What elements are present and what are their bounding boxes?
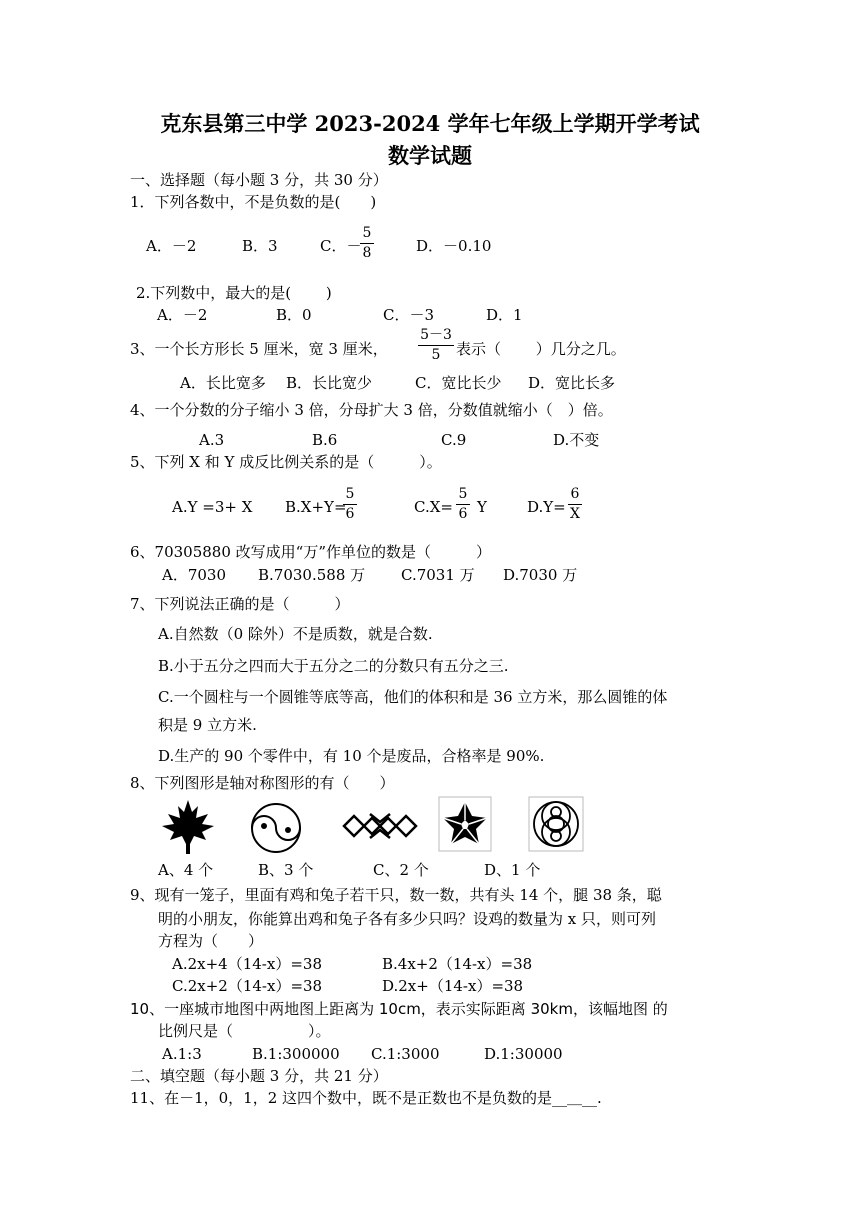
question-7-option-d: D.生产的 90 个零件中，有 10 个是废品，合格率是 90%. [158,747,545,765]
fraction-denominator: 6 [345,506,355,522]
exam-subtitle: 数学试题 [388,143,472,168]
question-8-option-c: C、2 个 [373,861,429,879]
question-3-option-d: D．宽比长多 [528,374,616,392]
fraction-bar [568,504,582,505]
star-flower-figure [438,796,492,852]
question-3-option-c: C．宽比长少 [415,374,502,392]
question-10-line1: 10、一座城市地图中两地图上距离为 10cm，表示实际距离 30km，该幅地图 的 [130,1000,668,1018]
fraction-bar [360,243,374,244]
fraction-numerator: 6 [570,486,580,502]
question-7-option-c-line1: C.一个圆柱与一个圆锥等底等高，他们的体积和是 36 立方米，那么圆锥的体 [158,688,668,706]
question-6-option-c: C.7031 万 [401,566,475,584]
question-5-option-d-fraction [568,486,582,523]
question-6-option-a: A．7030 [162,566,227,584]
question-9-line2: 明的小朋友，你能算出鸡和兔子各有多少只吗？设鸡的数量为 x 只，则可列 [158,910,656,928]
question-3-option-a: A．长比宽多 [180,374,266,392]
fraction-numerator: 5 [458,486,468,502]
knot-pattern-figure [340,808,420,844]
question-4-stem: 4、一个分数的分子缩小 3 倍，分母扩大 3 倍，分数值就缩小（ ）倍。 [130,401,613,419]
question-2-option-b: B．0 [276,306,312,324]
question-7-option-b: B.小于五分之四而大于五分之二的分数只有五分之三. [158,657,509,675]
fraction-numerator: 5－3 [420,327,452,343]
yin-yang-figure [248,800,304,856]
question-2-option-a: A．－2 [157,306,208,324]
question-4-option-a: A.3 [199,431,225,449]
question-8-option-a: A、4 个 [158,861,214,879]
question-10-option-b: B.1:300000 [252,1045,340,1063]
section-heading-choice: 一、选择题（每小题 3 分，共 30 分） [130,171,388,189]
question-10-option-d: D.1:30000 [484,1045,563,1063]
question-5-option-a: A.Y =3+ X [172,498,253,516]
concentric-circles-figure [528,796,584,852]
question-1-option-d: D．－0.10 [416,237,492,255]
question-3-option-b: B．长比宽少 [286,374,373,392]
question-3-fraction [418,327,454,364]
question-5-option-c-suffix: Y [477,498,487,516]
fraction-denominator: 6 [458,506,468,522]
question-5-option-b-fraction [343,486,357,523]
question-9-option-a: A.2x+4（14-x）=38 [172,955,322,973]
question-9-line3: 方程为（ ） [158,932,264,950]
fraction-bar [343,504,357,505]
fraction-numerator: 5 [362,225,372,241]
fraction-denominator: 8 [362,245,372,261]
question-2-option-c: C．－3 [383,306,435,324]
maple-leaf-figure [160,798,216,858]
question-1-option-c-fraction [360,225,374,262]
question-9-line1: 9、现有一笼子，里面有鸡和兔子若干只，数一数，共有头 14 个，腿 38 条，聪 [130,886,662,904]
question-9-option-d: D.2x+（14-x）=38 [382,977,524,995]
question-6-stem: 6、70305880 改写成用“万”作单位的数是（ ） [130,543,491,561]
question-1-stem: 1．下列各数中，不是负数的是( ) [130,193,377,211]
question-6-option-b: B.7030.588 万 [258,566,366,584]
question-2-stem: 2.下列数中，最大的是( ) [136,284,332,302]
question-5-option-d-prefix: D.Y= [527,498,566,516]
question-1-option-c-prefix: C．－ [320,237,362,255]
question-1-option-a: A．－2 [146,237,197,255]
fraction-bar [418,345,454,346]
exam-title: 克东县第三中学 2023-2024 学年七年级上学期开学考试 [160,111,700,136]
question-5-option-b-prefix: B.X+Y= [285,498,347,516]
question-9-option-c: C.2x+2（14-x）=38 [172,977,323,995]
question-8-option-b: B、3 个 [258,861,314,879]
question-4-option-d: D.不变 [553,431,600,449]
question-4-option-c: C.9 [441,431,467,449]
question-6-option-d: D.7030 万 [503,566,578,584]
question-7-option-c-line2: 积是 9 立方米. [158,716,257,734]
question-4-option-b: B.6 [312,431,338,449]
question-1-option-b: B．3 [242,237,278,255]
question-3-stem-suffix: 表示（ ）几分之几。 [456,340,626,358]
question-5-option-c-fraction [456,486,470,523]
question-8-option-d: D、1 个 [484,861,541,879]
question-11-stem: 11、在－1，0，1，2 这四个数中，既不是正数也不是负数的是__＿__. [130,1089,602,1107]
fraction-numerator: 5 [345,486,355,502]
question-7-option-a: A.自然数（0 除外）不是质数，就是合数. [158,625,433,643]
question-7-stem: 7、下列说法正确的是（ ） [130,595,350,613]
question-2-option-d: D．1 [486,306,523,324]
question-10-line2: 比例尺是（ ）。 [158,1022,331,1040]
question-10-option-a: A.1:3 [162,1045,202,1063]
section-heading-fill-in: 二、填空题（每小题 3 分，共 21 分） [130,1067,388,1085]
question-8-stem: 8、下列图形是轴对称图形的有（ ） [130,774,395,792]
question-9-option-b: B.4x+2（14-x）=38 [382,955,533,973]
fraction-denominator: X [570,506,580,522]
fraction-denominator: 5 [431,347,441,363]
question-10-option-c: C.1:3000 [371,1045,440,1063]
question-5-stem: 5、下列 X 和 Y 成反比例关系的是（ ）。 [130,453,442,471]
question-3-stem-prefix: 3、一个长方形长 5 厘米，宽 3 厘米， [130,340,388,358]
question-5-option-c-prefix: C.X= [414,498,453,516]
fraction-bar [456,504,470,505]
